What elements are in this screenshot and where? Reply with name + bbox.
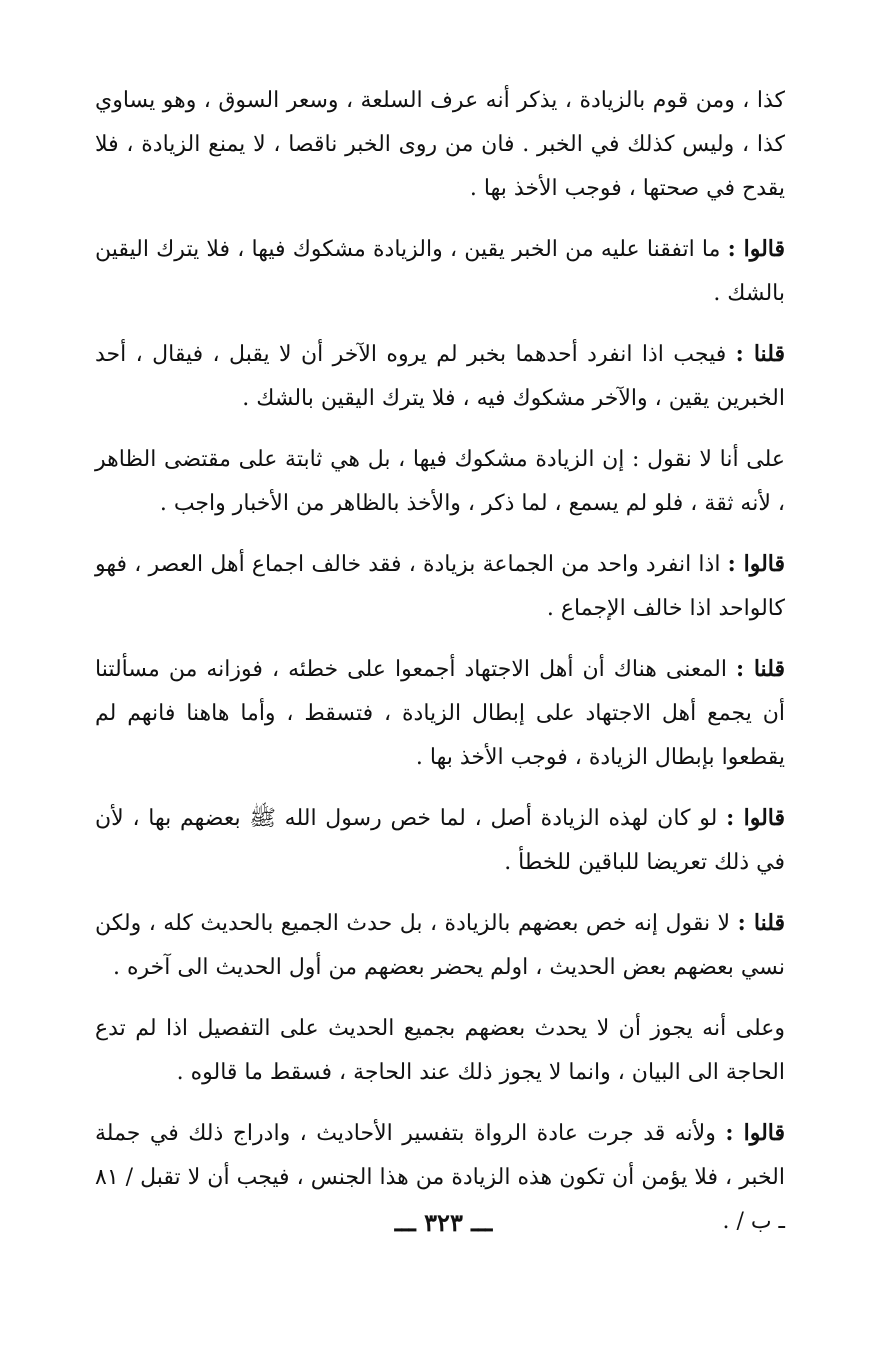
paragraph [95,901,785,990]
paragraph-text: فيجب اذا انفرد أحدهما بخبر لم يروه الآخر أن لا يقبل ، فيقال ، أحد الخبرين يقين ، والآخر مشكوك فيه ، فلا يترك اليقين بالشك . [95,342,785,411]
paragraph-text: المعنى هناك أن أهل الاجتهاد أجمعوا على خطئه ، فوزانه من مسألتنا أن يجمع أهل الاجتهاد على إبطال الزيادة ، فتسقط ، وأما هاهنا فانهم لم يقطعوا بإبطال الزيادة ، فوجب الأخذ بها . [95,657,785,770]
paragraph [95,542,785,631]
paragraph [95,647,785,780]
paragraph [95,332,785,421]
paragraph-text: لا نقول إنه خص بعضهم بالزيادة ، بل حدث الجميع بالحديث كله ، ولكن نسي بعضهم بعض الحديث ، اولم يحضر بعضهم من أول الحديث الى آخره . [95,911,785,980]
paragraph [95,78,785,211]
paragraph [95,1006,785,1095]
paragraph-text: ولأنه قد جرت عادة الرواة بتفسير الأحاديث ، وادراج ذلك في جملة الخبر ، فلا يؤمن أن تكون هذه الزيادة من هذا الجنس ، فيجب أن لا تقبل / ٨١ ـ ب / . [95,1121,785,1234]
paragraph-lead: قالوا : [727,551,786,577]
page-body [95,78,785,1260]
paragraph-lead: قالوا : [726,805,785,831]
paragraph-text: على أنا لا نقول : إن الزيادة مشكوك فيها ، بل هي ثابتة على مقتضى الظاهر ، لأنه ثقة ، فلو لم يسمع ، لما ذكر ، والأخذ بالظاهر من الأخبار واجب . [95,447,785,516]
paragraph-lead: قالوا : [727,236,785,262]
paragraph [95,437,785,526]
paragraph-text: اذا انفرد واحد من الجماعة بزيادة ، فقد خالف اجماع أهل العصر ، فهو كالواحد اذا خالف الإجماع . [95,552,785,621]
paragraph-text: ما اتفقنا عليه من الخبر يقين ، والزيادة مشكوك فيها ، فلا يترك اليقين بالشك . [95,237,785,306]
paragraph [95,796,785,885]
paragraph-lead: قلنا : [735,341,785,367]
paragraph [95,227,785,316]
page-number: ـــ ٣٢٣ ـــ [394,1208,493,1237]
paragraph-lead: قالوا : [725,1120,786,1146]
paragraph-text: لو كان لهذه الزيادة أصل ، لما خص رسول الله ﷺ بعضهم بها ، لأن في ذلك تعريضا للباقين للخطأ . [95,806,785,875]
paragraph-lead: قلنا : [736,656,785,682]
paragraph-lead: قلنا : [737,910,786,936]
paragraph-text: وعلى أنه يجوز أن لا يحدث بعضهم بجميع الحديث على التفصيل اذا لم تدع الحاجة الى البيان ، وانما لا يجوز ذلك عند الحاجة ، فسقط ما قالوه . [95,1016,785,1085]
paragraph-text: كذا ، ومن قوم بالزيادة ، يذكر أنه عرف السلعة ، وسعر السوق ، وهو يساوي كذا ، وليس كذلك في الخبر . فان من روى الخبر ناقصا ، لا يمنع الزيادة ، فلا يقدح في صحتها ، فوجب الأخذ بها . [95,88,786,201]
